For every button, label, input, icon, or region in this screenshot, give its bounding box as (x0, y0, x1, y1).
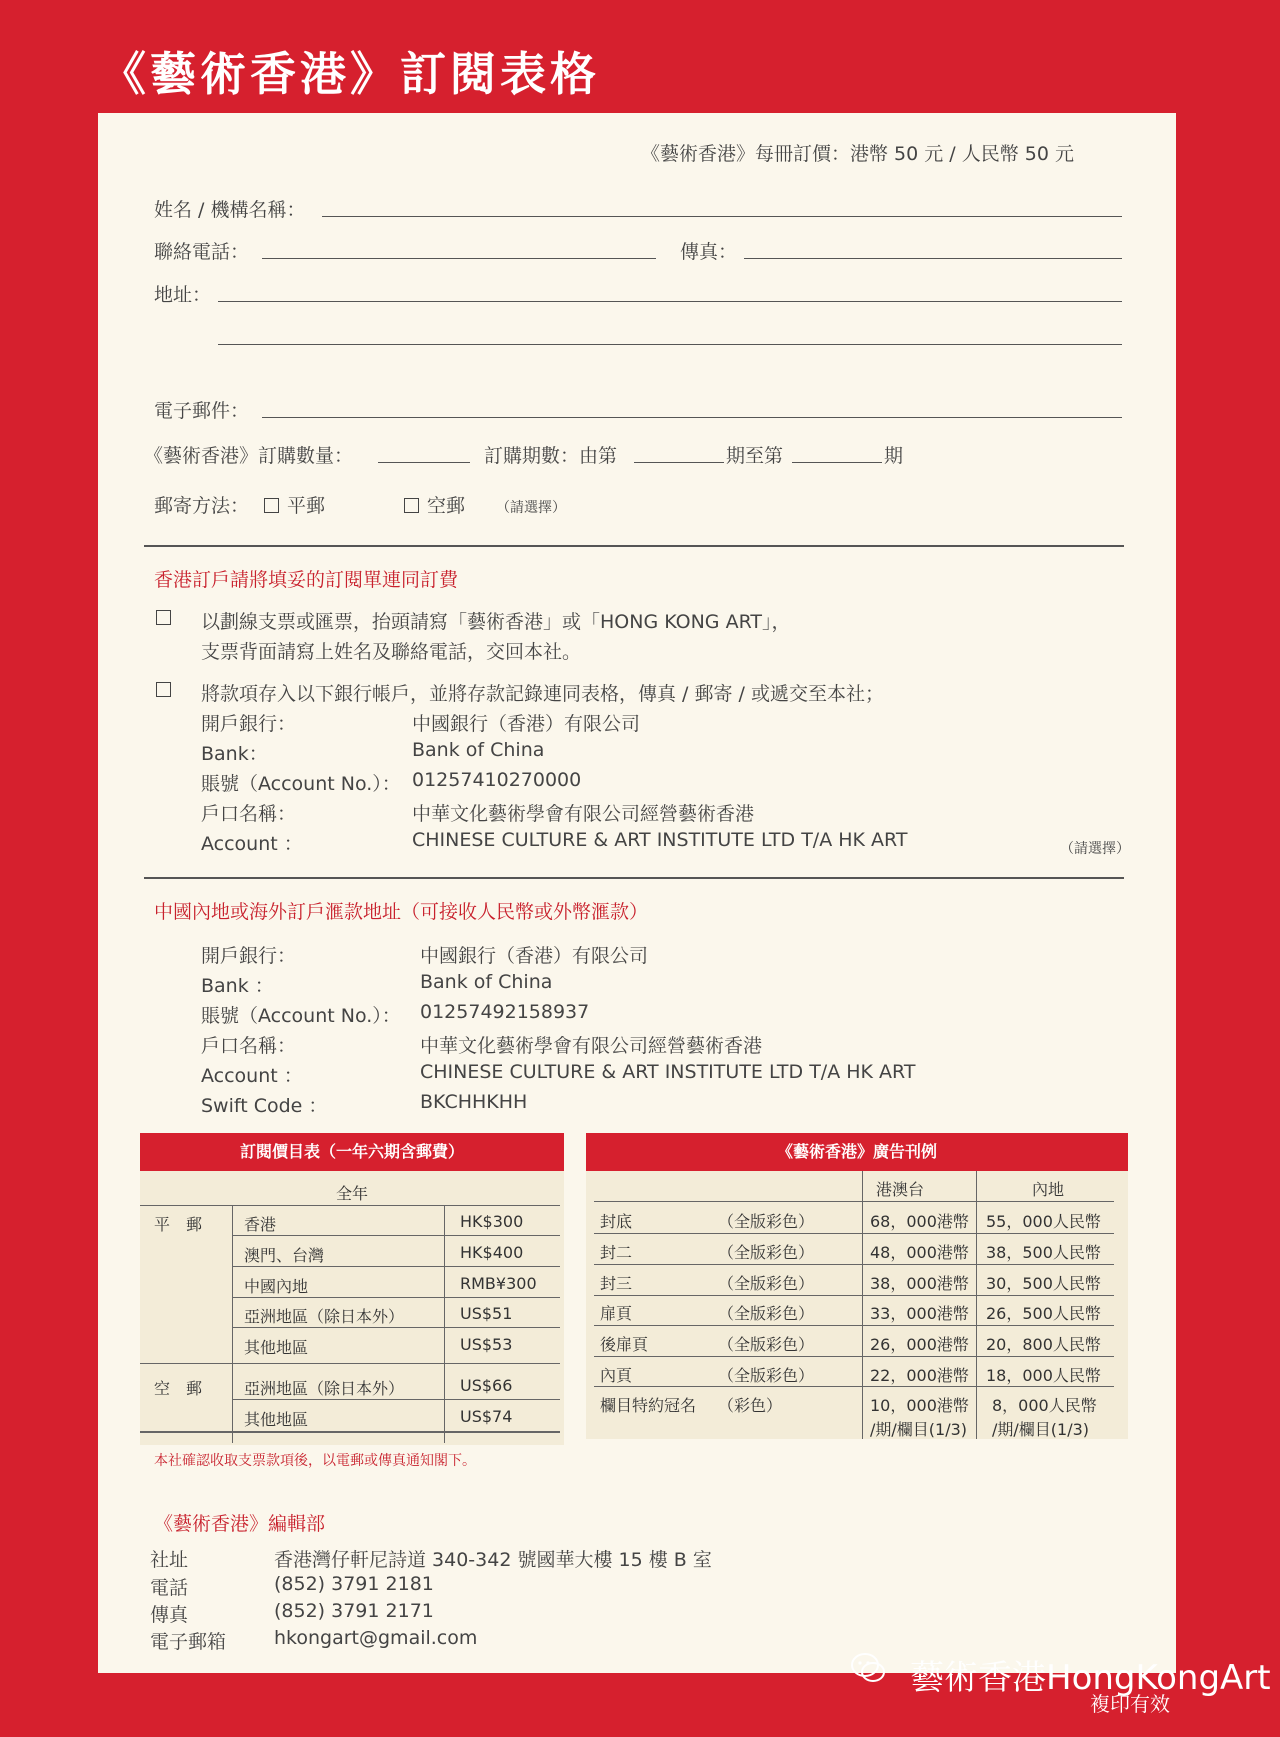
wechat-icon (850, 1650, 886, 1686)
table-rule (140, 1205, 560, 1206)
sub-region-2: 中國內地 (244, 1277, 309, 1296)
sub-region-4: 其他地區 (244, 1338, 309, 1357)
qty-label: 《藝術香港》訂購數量： (144, 445, 354, 467)
mail-option-surface[interactable]: 平郵 (264, 491, 325, 518)
table-rule (594, 1295, 1114, 1296)
editorial-value-0: 香港灣仔軒尼詩道 340-342 號國華大樓 15 樓 B 室 (274, 1549, 712, 1571)
ad-hk-6b: /期/欄目(1/3) (870, 1420, 968, 1439)
hk-bank-value-2: 01257410270000 (412, 769, 582, 791)
sub-price-3: US$51 (460, 1304, 513, 1323)
address-field-1[interactable] (218, 301, 1122, 302)
phone-field[interactable] (262, 258, 656, 259)
ad-cn-5: 18，000人民幣 (986, 1366, 1101, 1385)
qty-field[interactable] (378, 462, 470, 463)
ad-hk-2: 38，000港幣 (870, 1274, 969, 1293)
ad-hk-5: 22，000港幣 (870, 1366, 969, 1385)
table-rule (594, 1386, 1114, 1387)
ad-cn-0: 55，000人民幣 (986, 1212, 1101, 1231)
period-to-field[interactable] (792, 462, 882, 463)
form-sheet (98, 113, 1176, 1673)
sub-region-3: 亞洲地區（除日本外） (244, 1307, 405, 1326)
sub-region-1: 澳門、台灣 (244, 1246, 325, 1265)
table-rule (444, 1205, 445, 1443)
address-label: 地址： (154, 284, 212, 306)
ad-cn-1: 38，500人民幣 (986, 1243, 1101, 1262)
ad-table-header: 《藝術香港》廣告刊例 (586, 1133, 1128, 1171)
ad-cn-6a: 8，000人民幣 (992, 1396, 1097, 1415)
table-rule (594, 1233, 1114, 1234)
hk-option-cheque[interactable] (156, 607, 179, 629)
sub-price-1: HK$400 (460, 1243, 524, 1262)
hk-option2-line1: 將款項存入以下銀行帳戶，並將存款記錄連同表格，傳真 / 郵寄 / 或遞交至本社； (201, 683, 884, 705)
editorial-value-1: (852) 3791 2181 (274, 1573, 434, 1595)
ad-type-5: （全版彩色） (718, 1366, 815, 1385)
ad-cn-3: 26，500人民幣 (986, 1304, 1101, 1323)
table-rule (232, 1235, 560, 1236)
editorial-value-3: hkongart@gmail.com (274, 1627, 478, 1649)
editorial-value-2: (852) 3791 2171 (274, 1600, 434, 1622)
period-label-from: 訂購期數：由第 (484, 445, 618, 467)
os-bank-value-5: BKCHHKHH (420, 1091, 528, 1113)
address-field-2[interactable] (218, 344, 1122, 345)
editorial-label-0: 社址 (150, 1549, 189, 1571)
os-bank-label-4: Account ： (201, 1065, 303, 1087)
fax-label: 傳真： (680, 241, 738, 263)
divider (144, 877, 1124, 879)
hk-bank-value-1: Bank of China (412, 739, 545, 761)
os-bank-label-0: 開戶銀行： (201, 945, 297, 967)
hk-bank-label-2: 賬號（Account No.）： (201, 773, 401, 795)
os-bank-value-2: 01257492158937 (420, 1001, 590, 1023)
ad-hk-4: 26，000港幣 (870, 1335, 969, 1354)
sub-price-6: US$74 (460, 1407, 513, 1426)
ad-type-4: （全版彩色） (718, 1335, 815, 1354)
mail-option-air[interactable]: 空郵 (404, 491, 465, 518)
hk-bank-value-0: 中國銀行（香港）有限公司 (412, 713, 641, 735)
name-field[interactable] (322, 216, 1122, 217)
ad-name-1: 封二 (600, 1243, 633, 1262)
ad-hk-3: 33，000港幣 (870, 1304, 969, 1323)
period-from-field[interactable] (634, 462, 724, 463)
ad-cn-6b: /期/欄目(1/3) (992, 1420, 1090, 1439)
page-title: 《藝術香港》訂閱表格 (100, 47, 600, 101)
hk-bank-label-3: 戶口名稱： (201, 803, 297, 825)
editorial-label-3: 電子郵箱 (150, 1631, 227, 1653)
hk-option1-line1: 以劃線支票或匯票，抬頭請寫「藝術香港」或「HONG KONG ART」， (201, 611, 791, 633)
sub-price-5: US$66 (460, 1376, 513, 1395)
table-rule (862, 1171, 863, 1439)
checkbox[interactable] (264, 498, 279, 513)
sub-col-header: 全年 (336, 1184, 369, 1203)
sub-price-4: US$53 (460, 1335, 513, 1354)
os-bank-value-0: 中國銀行（香港）有限公司 (420, 945, 649, 967)
ad-name-6: 欄目特約冠名 (600, 1396, 697, 1415)
hk-bank-value-4: CHINESE CULTURE & ART INSTITUTE LTD T/A HK ART (412, 829, 908, 851)
overseas-section-heading: 中國內地或海外訂戶滙款地址（可接收人民幣或外幣滙款） (154, 901, 649, 923)
sub-table-note: 本社確認收取支票款項後，以電郵或傳真通知閣下。 (154, 1453, 476, 1469)
os-bank-value-3: 中華文化藝術學會有限公司經營藝術香港 (420, 1035, 763, 1057)
os-bank-label-3: 戶口名稱： (201, 1035, 297, 1057)
hk-select-note: （請選擇） (1060, 841, 1130, 857)
os-bank-value-4: CHINESE CULTURE & ART INSTITUTE LTD T/A HK ART (420, 1061, 916, 1083)
ad-col-hk: 港澳台 (876, 1180, 925, 1199)
table-rule (232, 1297, 560, 1298)
ad-name-3: 扉頁 (600, 1304, 633, 1323)
fax-field[interactable] (744, 258, 1122, 259)
ad-type-3: （全版彩色） (718, 1304, 815, 1323)
watermark-text: 藝術香港HongKongArt (910, 1658, 1271, 1698)
table-rule (140, 1363, 560, 1364)
sub-region-0: 香港 (244, 1215, 277, 1234)
editorial-heading: 《藝術香港》編輯部 (154, 1513, 326, 1535)
hk-bank-label-1: Bank： (201, 743, 268, 765)
ad-cn-4: 20，800人民幣 (986, 1335, 1101, 1354)
ad-col-cn: 內地 (1032, 1180, 1065, 1199)
ad-name-0: 封底 (600, 1212, 633, 1231)
checkbox[interactable] (156, 682, 171, 697)
period-label-end: 期 (884, 445, 904, 467)
table-rule (232, 1327, 560, 1328)
name-label: 姓名 / 機構名稱： (154, 199, 306, 221)
ad-name-2: 封三 (600, 1274, 633, 1293)
os-bank-label-1: Bank ： (201, 975, 274, 997)
sub-region-5: 亞洲地區（除日本外） (244, 1379, 405, 1398)
ad-name-4: 後扉頁 (600, 1335, 649, 1354)
ad-type-1: （全版彩色） (718, 1243, 815, 1262)
hk-option-bank[interactable] (156, 679, 179, 701)
email-field[interactable] (262, 417, 1122, 418)
ad-type-0: （全版彩色） (718, 1212, 815, 1231)
divider (144, 545, 1124, 547)
hk-bank-label-0: 開戶銀行： (201, 713, 297, 735)
table-rule (232, 1205, 233, 1443)
ad-hk-6a: 10，000港幣 (870, 1396, 969, 1415)
hk-section-heading: 香港訂戶請將填妥的訂閱單連同訂費 (154, 569, 459, 591)
price-note: 《藝術香港》每冊訂價：港幣 50 元 / 人民幣 50 元 (641, 143, 1074, 165)
hk-bank-value-3: 中華文化藝術學會有限公司經營藝術香港 (412, 803, 755, 825)
os-bank-value-1: Bank of China (420, 971, 553, 993)
ad-name-5: 內頁 (600, 1366, 633, 1385)
os-bank-label-2: 賬號（Account No.）： (201, 1005, 401, 1027)
table-rule (140, 1431, 560, 1433)
table-rule (232, 1399, 560, 1400)
checkbox[interactable] (156, 610, 171, 625)
sub-region-6: 其他地區 (244, 1410, 309, 1429)
table-rule (594, 1201, 1114, 1202)
table-rule (232, 1266, 560, 1267)
ad-cn-2: 30，500人民幣 (986, 1274, 1101, 1293)
ad-type-2: （全版彩色） (718, 1274, 815, 1293)
editorial-label-2: 傳真 (150, 1604, 189, 1626)
editorial-label-1: 電話 (150, 1577, 189, 1599)
os-bank-label-5: Swift Code ： (201, 1095, 328, 1117)
copy-note: 複印有效 (1090, 1692, 1170, 1716)
period-label-to: 期至第 (726, 445, 784, 467)
sub-price-2: RMB¥300 (460, 1274, 537, 1293)
sub-price-0: HK$300 (460, 1212, 524, 1231)
checkbox[interactable] (404, 498, 419, 513)
ad-type-6: （彩色） (718, 1396, 783, 1415)
email-label: 電子郵件： (154, 400, 250, 422)
table-rule (594, 1325, 1114, 1326)
table-rule (594, 1356, 1114, 1357)
table-rule (594, 1264, 1114, 1265)
phone-label: 聯絡電話： (154, 241, 250, 263)
table-rule (976, 1171, 977, 1439)
sub-group-surface: 平 郵 (154, 1215, 203, 1234)
sub-group-air: 空 郵 (154, 1379, 203, 1398)
ad-hk-0: 68，000港幣 (870, 1212, 969, 1231)
ad-hk-1: 48，000港幣 (870, 1243, 969, 1262)
mail-note: （請選擇） (496, 500, 566, 516)
mail-label: 郵寄方法： (154, 495, 250, 517)
sub-table-header: 訂閱價目表（一年六期含郵費） (140, 1133, 564, 1171)
hk-option1-line2: 支票背面請寫上姓名及聯絡電話，交回本社。 (201, 641, 582, 663)
hk-bank-label-4: Account ： (201, 833, 303, 855)
